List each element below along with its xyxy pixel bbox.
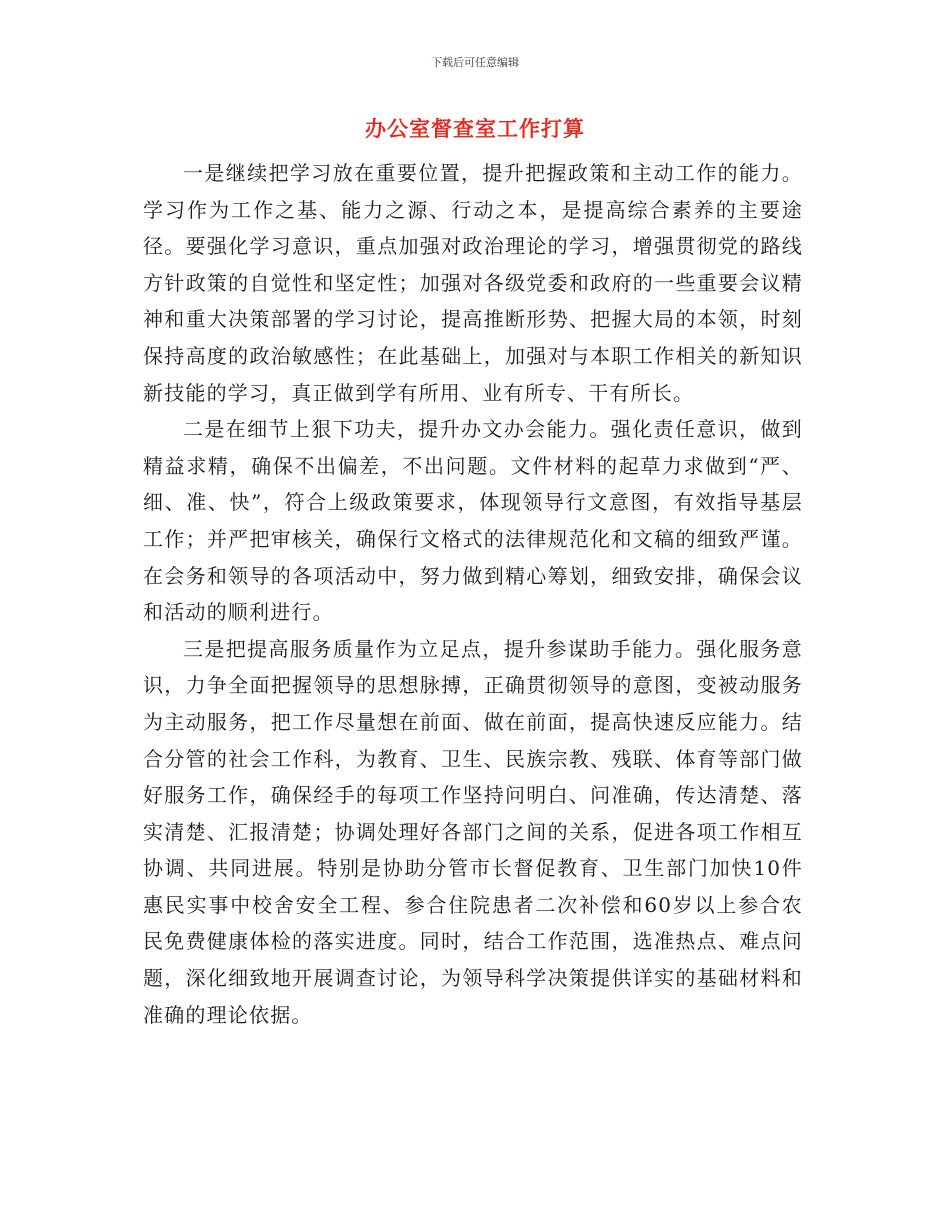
paragraph-3: 三是把提高服务质量作为立足点，提升参谋助手能力。强化服务意识，力争全面把握领导的思想脉搏，正确贯彻领导的意图，变被动服务为主动服务，把工作尽量想在前面、做在前面，提高快速反应能力。结合分管的社会工作科，为教育、卫生、民族宗教、残联、体育等部门做好服务工作，确保经手的每项工作坚持问明白、问准确，传达清楚、落实清楚、汇报清楚；协调处理好各部门之间的关系，促进各项工作相互协调、共同进展。特别是协助分管市长督促教育、卫生部门加快10件惠民实事中校舍安全工程、参合住院患者二次补偿和60岁以上参合农民免费健康体检的落实进度。同时，结合工作范围，选准热点、难点问题，深化细致地开展调查讨论，为领导科学决策提供详实的基础材料和准确的理论依据。 [143, 636, 803, 1027]
header-note: 下载后可任意编辑 [431, 56, 519, 69]
document-title: 办公室督查室工作打算 [365, 117, 585, 141]
paragraph-1: 一是继续把学习放在重要位置，提升把握政策和主动工作的能力。学习作为工作之基、能力之源、行动之本，是提高综合素养的主要途径。要强化学习意识，重点加强对政治理论的学习，增强贯彻党的路线方针政策的自觉性和坚定性；加强对各级党委和政府的一些重要会议精神和重大决策部署的学习讨论，提高推断形势、把握大局的本领，时刻保持高度的政治敏感性；在此基础上，加强对与本职工作相关的新知识新技能的学习，真正做到学有所用、业有所专、干有所长。 [143, 161, 803, 405]
document-body [143, 155, 803, 1033]
paragraph-2: 二是在细节上狠下功夫，提升办文办会能力。强化责任意识，做到精益求精，确保不出偏差，不出问题。文件材料的起草力求做到“严、细、准、快”，符合上级政策要求，体现领导行文意图，有效指导基层工作；并严把审核关，确保行文格式的法律规范化和文稿的细致严谨。在会务和领导的各项活动中，努力做到精心筹划，细致安排，确保会议和活动的顺利进行。 [143, 417, 803, 625]
